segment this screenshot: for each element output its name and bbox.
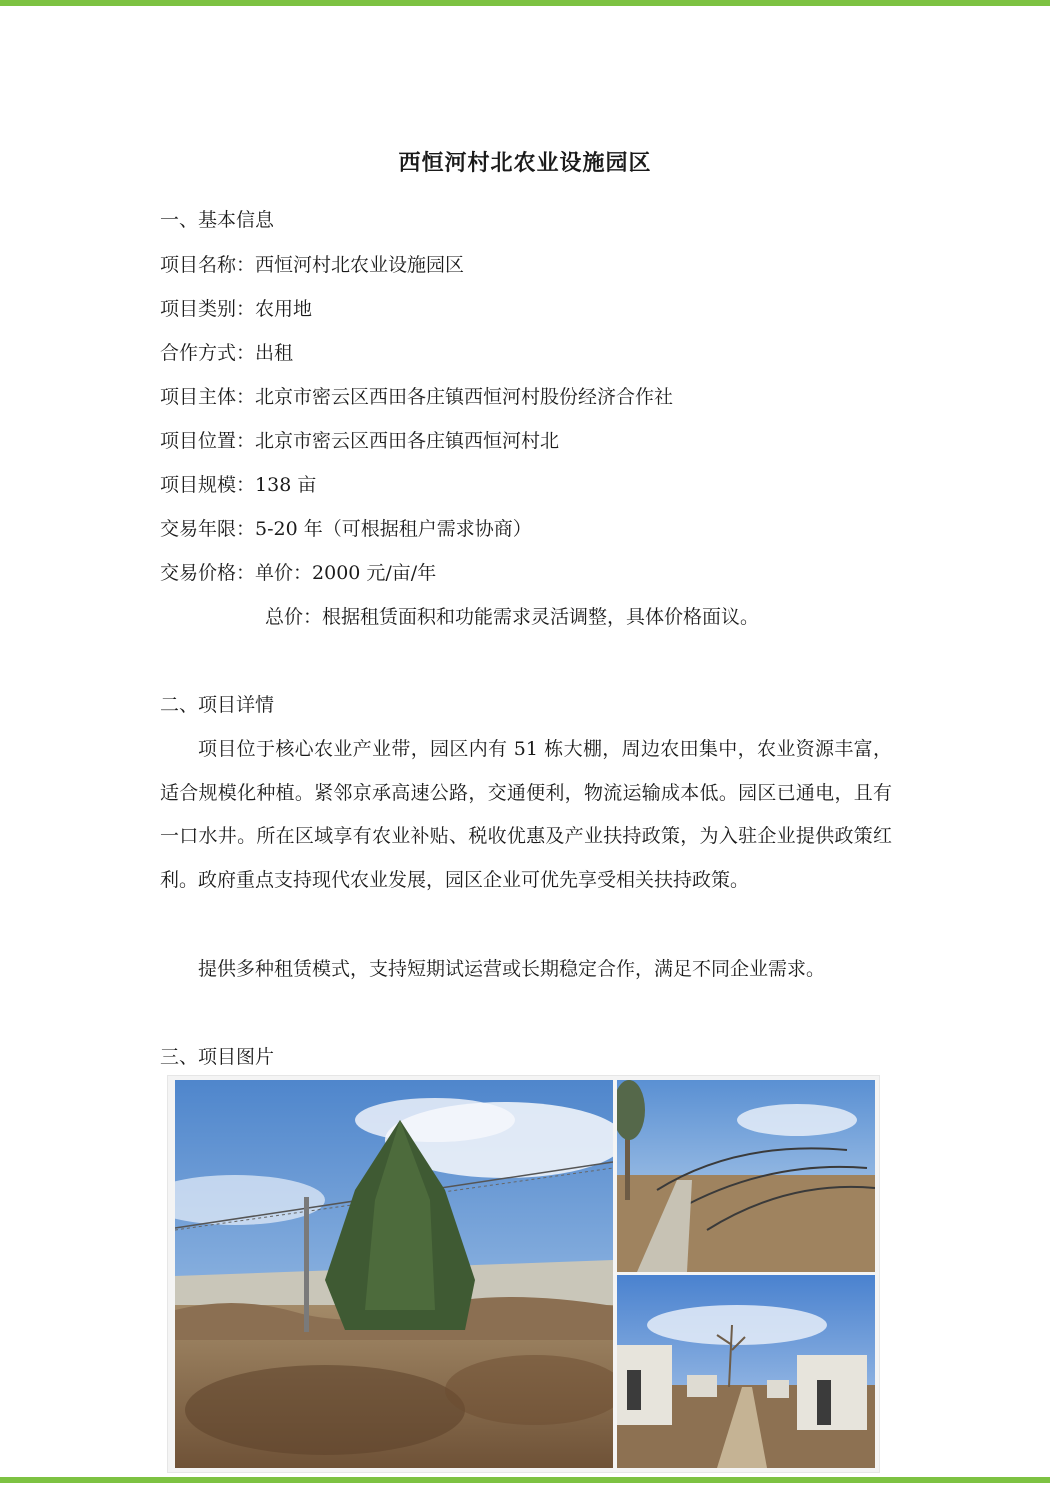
section-heading-basic: 一、基本信息: [160, 209, 275, 231]
section-heading-detail: 二、项目详情: [160, 694, 275, 716]
photo-buildings-path: [617, 1275, 875, 1468]
photo-greenhouse-frames: [617, 1080, 875, 1272]
field-row-price: [160, 560, 436, 586]
detail-paragraph: 提供多种租赁模式，支持短期试运营或长期稳定合作，满足不同企业需求。: [198, 958, 826, 980]
detail-paragraph: 项目位于核心农业产业带，园区内有 51 栋大棚，周边农田集中，农业资源丰富，适合规模化种植。紧邻京承高速公路，交通便利，物流运输成本低。园区已通电，且有一口水井。所在区域享有农业补贴、税收优惠及产业扶持政策，为入驻企业提供政策红利。政府重点支持现代农业发展，园区企业可优先享受相关扶持政策。: [160, 738, 892, 891]
field-value: 农用地: [255, 298, 313, 320]
field-label: 项目位置：: [160, 430, 256, 452]
field-label: 项目类别：: [160, 298, 256, 320]
field-label: 合作方式：: [160, 342, 256, 364]
field-label: 交易价格：: [160, 562, 256, 584]
field-row-term: [160, 516, 532, 542]
field-label: 项目规模：: [160, 474, 256, 496]
photo-tree-field: [175, 1080, 613, 1468]
page-title: 西恒河村北农业设施园区: [398, 150, 652, 176]
field-label: 交易年限：: [160, 518, 256, 540]
field-row-cooperation: [160, 340, 293, 366]
field-row-category: [160, 296, 312, 322]
field-label: 项目主体：: [160, 386, 256, 408]
field-label: 项目名称：: [160, 254, 256, 276]
bottom-accent-band: [0, 1477, 1050, 1483]
field-value: 出租: [255, 342, 294, 364]
project-photos: [167, 1075, 880, 1473]
field-value: 北京市密云区西田各庄镇西恒河村北: [255, 430, 560, 452]
field-value: 5-20 年（可根据租户需求协商）: [255, 518, 532, 540]
field-value: 北京市密云区西田各庄镇西恒河村股份经济合作社: [255, 386, 674, 408]
field-row-owner: [160, 384, 673, 410]
section-heading-photos: 三、项目图片: [160, 1046, 275, 1068]
field-row-scale: [160, 472, 316, 498]
field-value: 138 亩: [255, 474, 317, 496]
top-accent-band: [0, 0, 1050, 6]
field-value: 西恒河村北农业设施园区: [255, 254, 465, 276]
field-row-location: [160, 428, 559, 454]
field-row-name: [160, 252, 464, 278]
price-total: 总价：根据租赁面积和功能需求灵活调整，具体价格面议。: [265, 606, 760, 628]
field-value: 单价：2000 元/亩/年: [255, 562, 437, 584]
